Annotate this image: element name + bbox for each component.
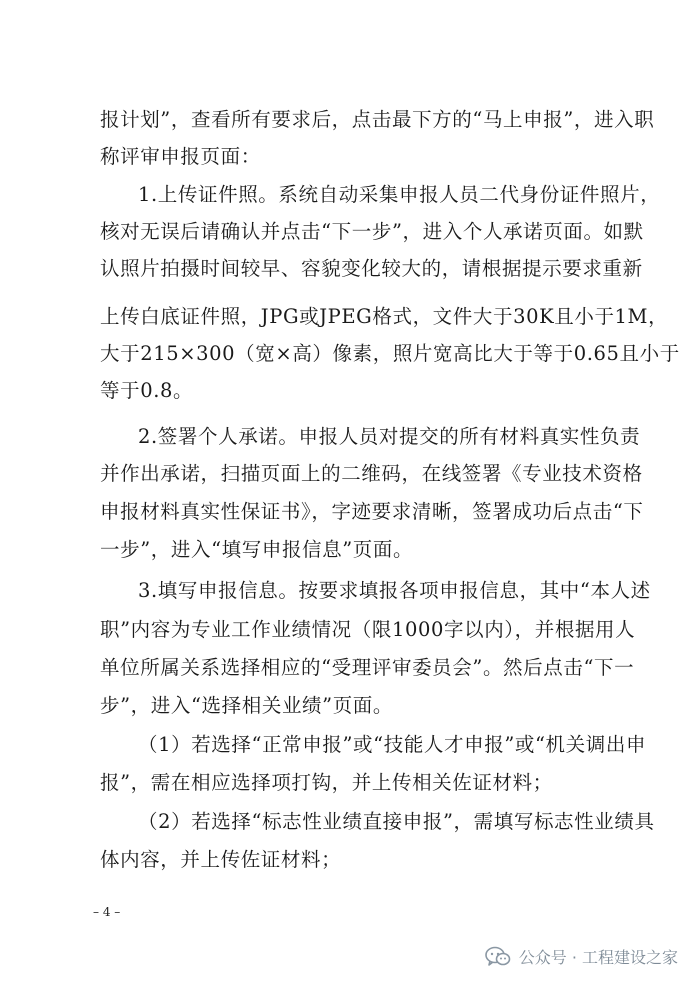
- paragraph-line: 单位所属关系选择相应的“受理评审委员会”。然后点击“下一: [100, 656, 635, 679]
- paragraph-line: （1）若选择“正常申报”或“技能人才申报”或“机关调出申: [138, 733, 647, 756]
- wechat-icon: [485, 946, 511, 968]
- paragraph-line: 称评审申报页面：: [100, 145, 261, 168]
- paragraph-line: 2.签署个人承诺。申报人员对提交的所有材料真实性负责: [138, 425, 641, 448]
- page-number: – 4 –: [93, 905, 121, 919]
- paragraph-line: 核对无误后请确认并点击“下一步”，进入个人承诺页面。如默: [100, 220, 644, 243]
- paragraph-line: 认照片拍摄时间较早、容貌变化较大的，请根据提示要求重新: [100, 257, 643, 280]
- paragraph-line: 上传白底证件照，JPG或JPEG格式，文件大于30K且小于1M，: [100, 305, 669, 328]
- paragraph-line: 申报材料真实性保证书》，字迹要求清晰，签署成功后点击“下: [100, 500, 644, 523]
- paragraph-line: 等于0.8。: [100, 379, 194, 402]
- paragraph-line: 大于215×300（宽×高）像素，照片宽高比大于等于0.65且小于: [100, 342, 680, 365]
- paragraph-line: 职”内容为专业工作业绩情况（限1000字以内），并根据用人: [100, 618, 636, 641]
- paragraph-line: 步”，进入“选择相关业绩”页面。: [100, 694, 394, 717]
- paragraph-line: 并作出承诺，扫描页面上的二维码，在线签署《专业技术资格: [100, 462, 643, 485]
- paragraph-line: 1.上传证件照。系统自动采集申报人员二代身份证件照片，: [138, 183, 661, 206]
- paragraph-line: 报计划”，查看所有要求后，点击最下方的“马上申报”，进入职: [100, 108, 655, 131]
- paragraph-line: 一步”，进入“填写申报信息”页面。: [100, 538, 414, 561]
- paragraph-line: （2）若选择“标志性业绩直接申报”，需填写标志性业绩具: [138, 810, 655, 833]
- watermark: [485, 945, 678, 968]
- paragraph-line: 3.填写申报信息。按要求填报各项申报信息，其中“本人述: [138, 579, 651, 602]
- paragraph-line: 体内容，并上传佐证材料；: [100, 848, 342, 871]
- paragraph-line: 报”，需在相应选择项打钩，并上传相关佐证材料；: [100, 771, 553, 794]
- watermark-text: 公众号 · 工程建设之家: [518, 948, 678, 967]
